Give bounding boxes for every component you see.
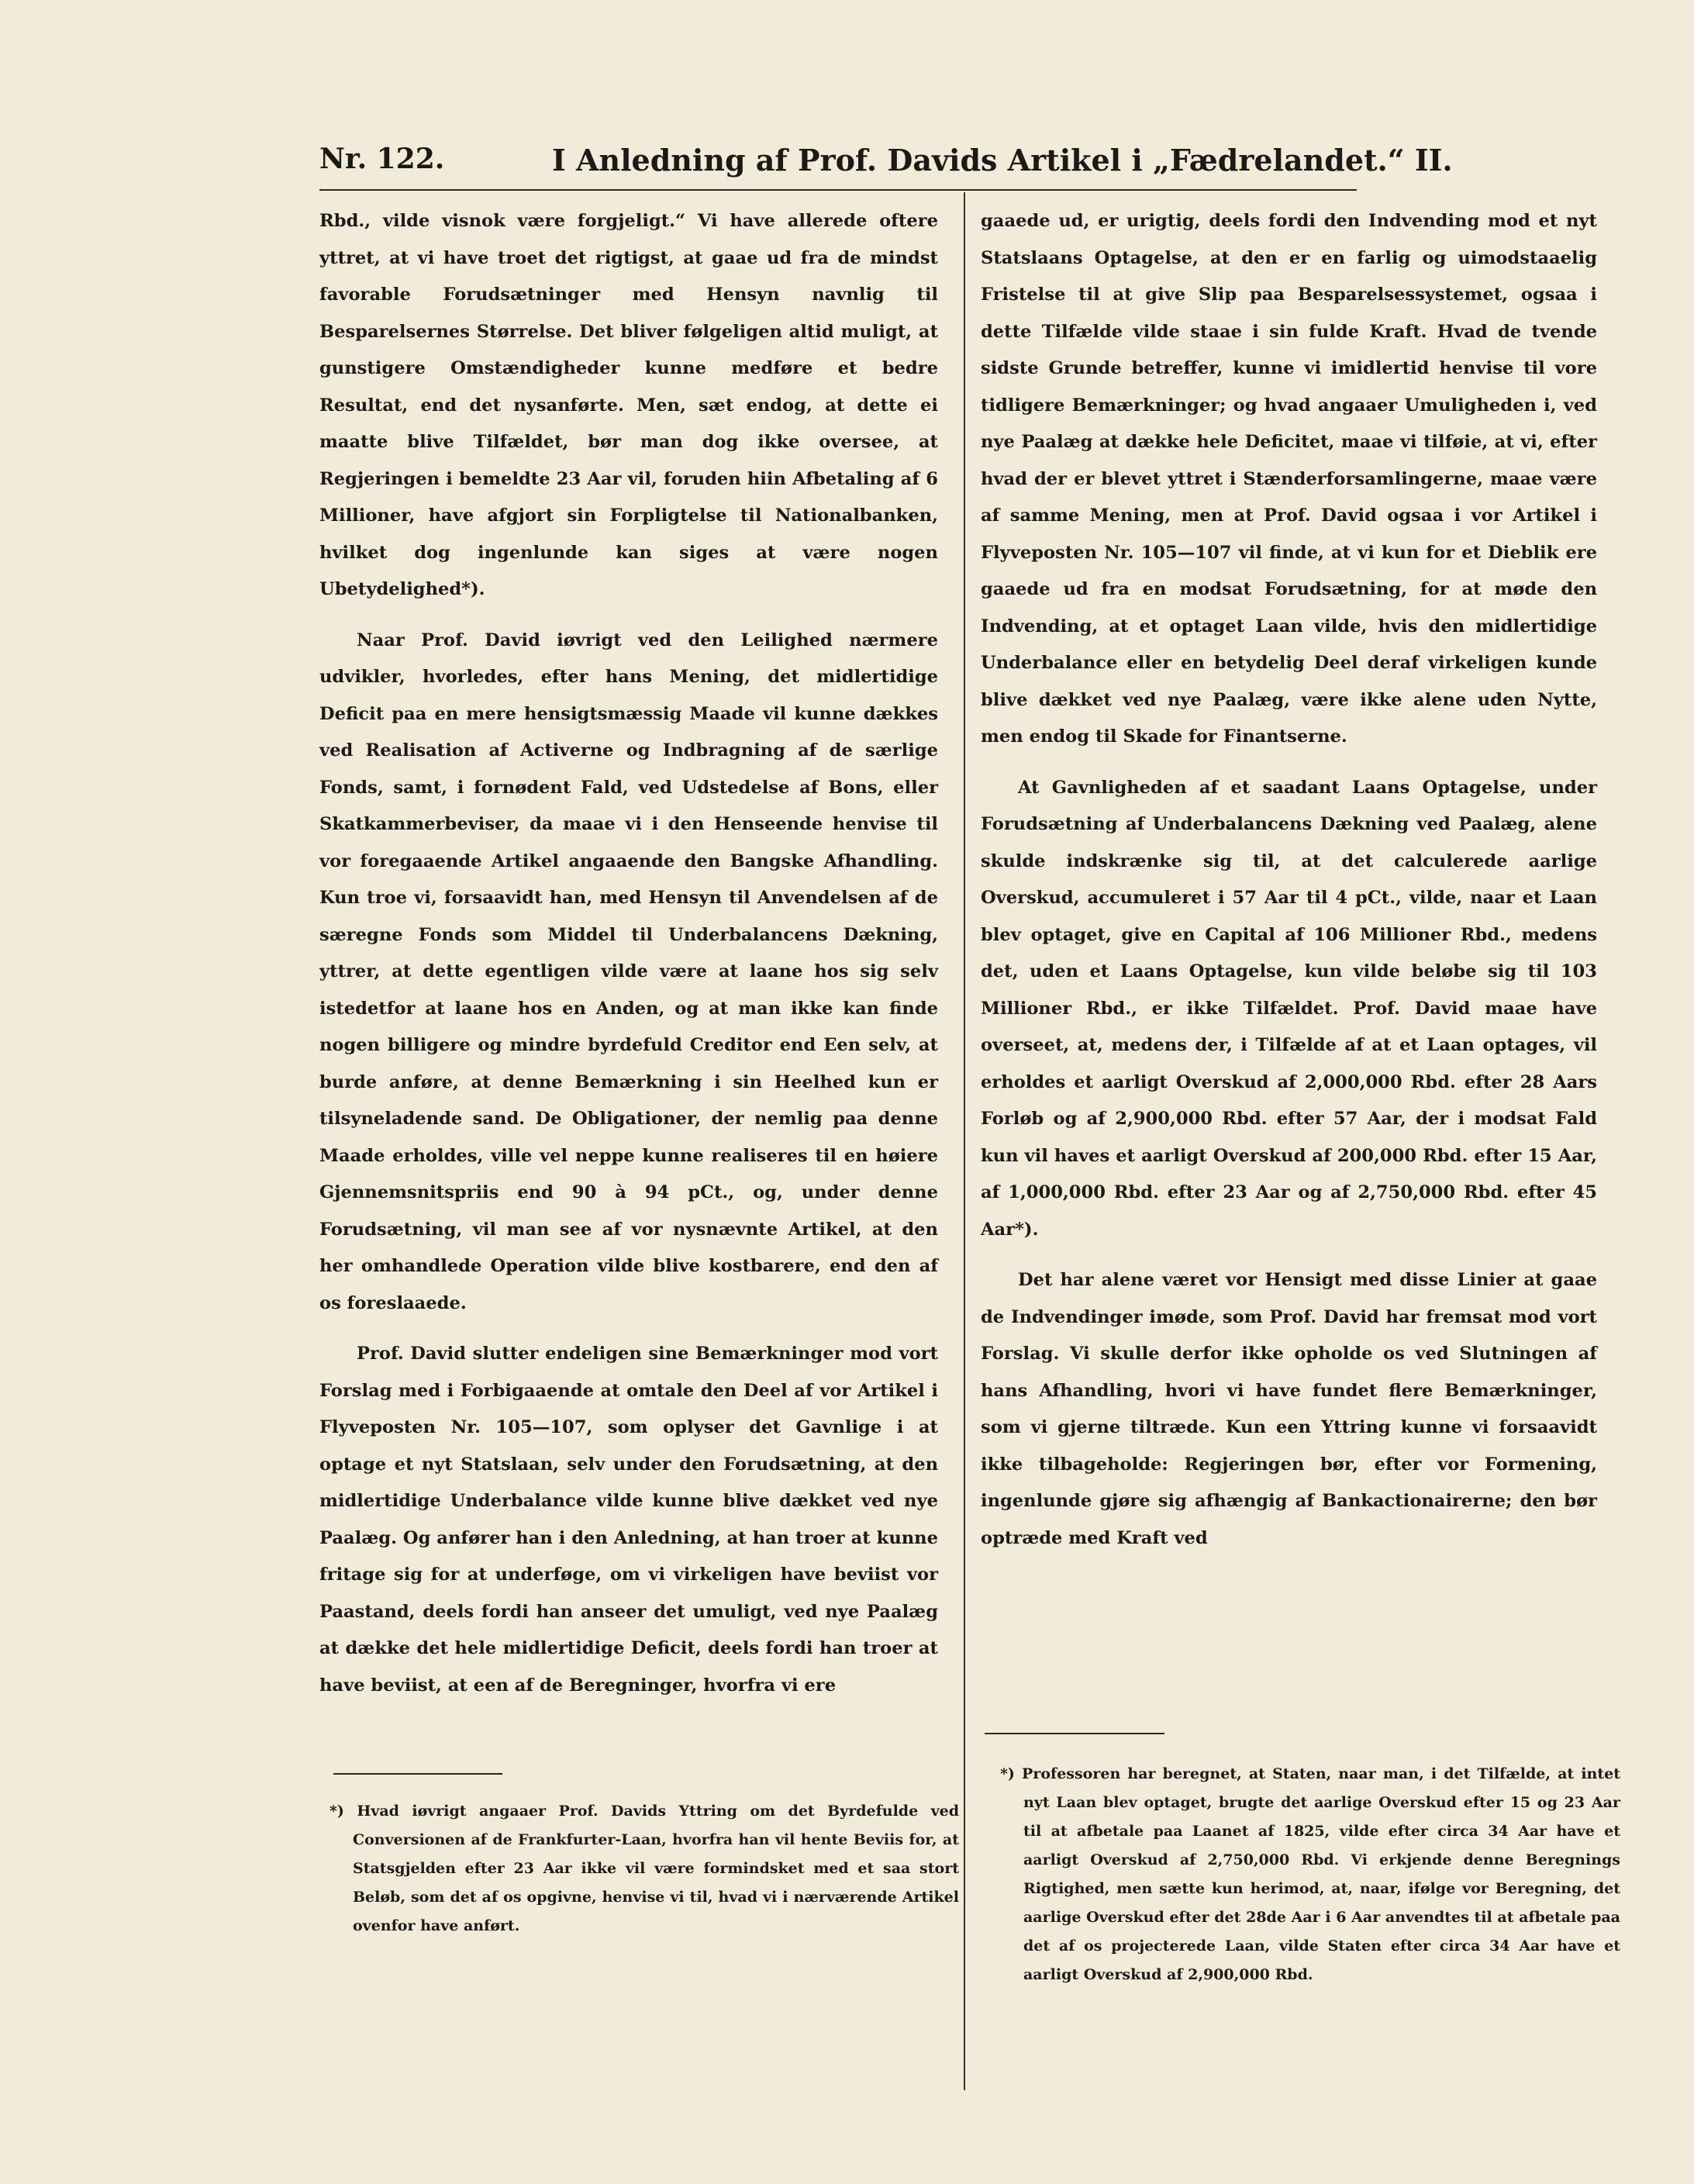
right-column xyxy=(981,203,1597,1557)
footnote-right: *) Professoren har beregnet, at Staten, naar man, i det Tilfælde, at intet nyt Laan blev optaget, brugte det aarlige Overskud efter 15 og 23 Aar til at afbetale paa Laanet af 1825, vilde efter circa 34 Aar have et aarligt Overskud af 2,750,000 Rbd. Vi erkjende denne Beregnings Rigtighed, men sætte kun herimod, at, naar, ifølge vor Beregning, det aarlige Overskud efter det 28de Aar i 6 Aar anvendtes til at afbetale paa det af os projecterede Laan, vilde Staten efter circa 34 Aar have et aarligt Overskud af 2,900,000 Rbd. xyxy=(1000,1765,1620,1983)
left-column xyxy=(319,203,938,1704)
paragraph: Naar Prof. David iøvrigt ved den Leilighed nærmere udvikler, hvorledes, efter hans Mening, det midlertidige Deficit paa en mere hensigtsmæssig Maade vil kunne dækkes ved Realisation af Activerne og Indbragning af de særlige Fonds, samt, i fornødent Fald, ved Udstedelse af Bons, eller Skatkammerbeviser, da maae vi i den Henseende henvise til vor foregaaende Artikel angaaende den Bangske Afhandling. Kun troe vi, forsaavidt han, med Hensyn til Anvendelsen af de særegne Fonds som Middel til Underbalancens Dækning, yttrer, at dette egentligen vilde være at laane hos sig selv istedetfor at laane hos en Anden, og at man ikke kan finde nogen billigere og mindre byrdefuld Creditor end Een selv, at burde anføre, at denne Bemærkning i sin Heelhed kun er tilsyneladende sand. De Obligationer, der nemlig paa denne Maade erholdes, ville vel neppe kunne realiseres til en høiere Gjennemsnitspriis end 90 à 94 pCt., og, under denne Forudsætning, vil man see af vor nysnævnte Artikel, at den her omhandlede Operation vilde blive kostbarere, end den af os foreslaaede. xyxy=(319,630,938,1313)
paragraph: Prof. David slutter endeligen sine Bemærkninger mod vort Forslag med i Forbigaaende at omtale den Deel af vor Artikel i Flyveposten Nr. 105—107, som oplyser det Gavnlige i at optage et nyt Statslaan, selv under den Forudsætning, at den midlertidige Underbalance vilde kunne blive dækket ved nye Paalæg. Og anfører han i den Anledning, at han troer at kunne fritage sig for at underføge, om vi virkeligen have beviist vor Paastand, deels fordi han anseer det umuligt, ved nye Paalæg at dække det hele midlertidige Deficit, deels fordi han troer at have beviist, at een af de Beregninger, hvorfra vi ere xyxy=(319,1344,938,1696)
page-title: I Anledning af Prof. Davids Artikel i „Fædrelandet.“ II. xyxy=(552,143,1453,178)
column-divider xyxy=(964,192,965,2090)
footnote-left: *) Hvad iøvrigt angaaer Prof. Davids Yttring om det Byrdefulde ved Conversionen af de Frankfurter-Laan, hvorfra han vil hente Beviis for, at Statsgjelden efter 23 Aar ikke vil være formindsket med et saa stort Beløb, som det af os opgivne, henvise vi til, hvad vi i nærværende Artikel ovenfor have anført. xyxy=(329,1803,959,1934)
header-rule xyxy=(319,189,1357,191)
paragraph: At Gavnligheden af et saadant Laans Optagelse, under Forudsætning af Underbalancens Dækning ved Paalæg, alene skulde indskrænke sig til, at det calculerede aarlige Overskud, accumuleret i 57 Aar til 4 pCt., vilde, naar et Laan blev optaget, give en Capital af 106 Millioner Rbd., medens det, uden et Laans Optagelse, kun vilde beløbe sig til 103 Millioner Rbd., er ikke Tilfældet. Prof. David maae have overseet, at, medens der, i Tilfælde af at et Laan optages, vil erholdes et aarligt Overskud af 2,000,000 Rbd. efter 28 Aars Forløb og af 2,900,000 Rbd. efter 57 Aar, der i modsat Fald kun vil haves et aarligt Overskud af 200,000 Rbd. efter 15 Aar, af 1,000,000 Rbd. efter 23 Aar og af 2,750,000 Rbd. efter 45 Aar*). xyxy=(981,777,1597,1240)
paragraph: Det har alene været vor Hensigt med disse Linier at gaae de Indvendinger imøde, som Prof. David har fremsat mod vort Forslag. Vi skulle derfor ikke opholde os ved Slutningen af hans Afhandling, hvori vi have fundet flere Bemærkninger, som vi gjerne tiltræde. Kun een Yttring kunne vi forsaavidt ikke tilbageholde: Regjeringen bør, efter vor Formening, ingenlunde gjøre sig afhængig af Bankactionairerne; den bør optræde med Kraft ved xyxy=(981,1270,1597,1548)
footnote-rule-right xyxy=(985,1733,1164,1734)
page-number: Nr. 122. xyxy=(319,143,445,175)
running-header xyxy=(319,138,1453,183)
paragraph: gaaede ud, er urigtig, deels fordi den Indvending mod et nyt Statslaans Optagelse, at den er en farlig og uimodstaaelig Fristelse til at give Slip paa Besparelsessystemet, ogsaa i dette Tilfælde vilde staae i sin fulde Kraft. Hvad de tvende sidste Grunde betreffer, kunne vi imidlertid henvise til vore tidligere Bemærkninger; og hvad angaaer Umuligheden i, ved nye Paalæg at dække hele Deficitet, maae vi tilføie, at vi, efter hvad der er blevet yttret i Stænderforsamlingerne, maae være af samme Mening, men at Prof. David ogsaa i vor Artikel i Flyveposten Nr. 105—107 vil finde, at vi kun for et Dieblik ere gaaede ud fra en modsat Forudsætning, for at møde den Indvending, at et optaget Laan vilde, hvis den midlertidige Underbalance eller en betydelig Deel deraf virkeligen kunde blive dækket ved nye Paalæg, være ikke alene uden Nytte, men endog til Skade for Finantserne. xyxy=(981,211,1597,747)
footnote-rule-left xyxy=(333,1773,502,1775)
paragraph: Rbd., vilde visnok være forgjeligt.“ Vi have allerede oftere yttret, at vi have troet det rigtigst, at gaae ud fra de mindst favorable Forudsætninger med Hensyn navnlig til Besparelsernes Størrelse. Det bliver følgeligen altid muligt, at gunstigere Omstændigheder kunne medføre et bedre Resultat, end det nysanførte. Men, sæt endog, at dette ei maatte blive Tilfældet, bør man dog ikke oversee, at Regjeringen i bemeldte 23 Aar vil, foruden hiin Afbetaling af 6 Millioner, have afgjort sin Forpligtelse til Nationalbanken, hvilket dog ingenlunde kan siges at være nogen Ubetydelighed*). xyxy=(319,211,938,599)
